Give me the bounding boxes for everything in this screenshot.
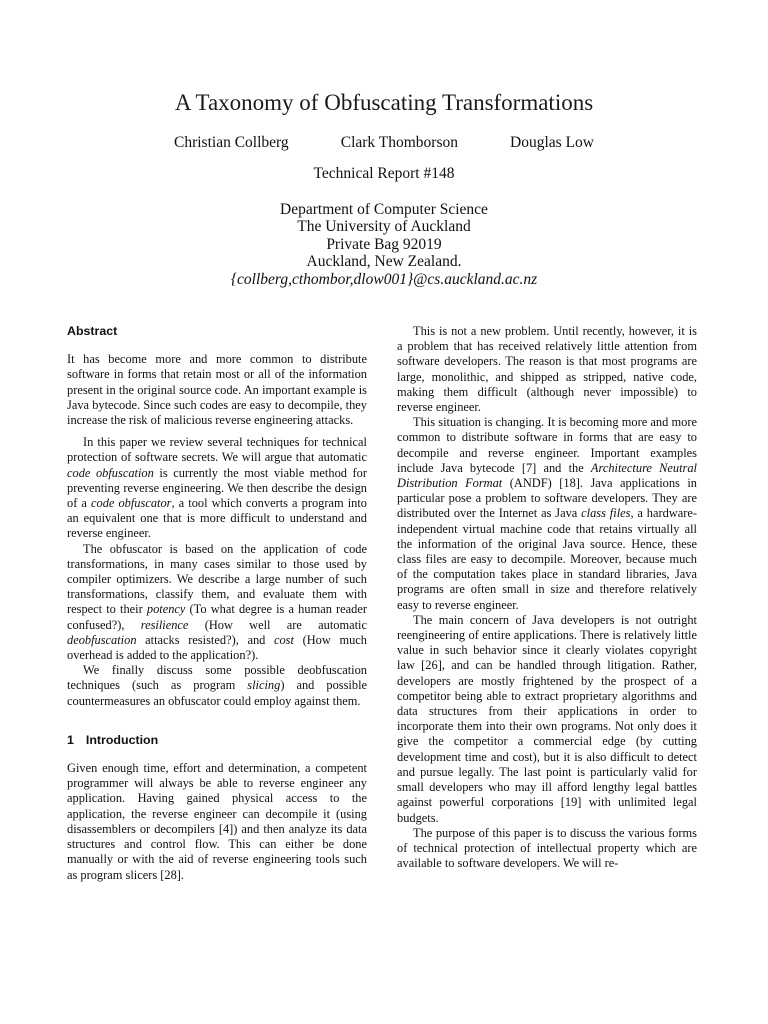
abstract-paragraph: In this paper we review several techniques for technical protection of software secrets. We will argue that automatic code obfuscation is currently the most viable method for preventing reverse engineering. We then describe the design of a code obfuscator, a tool which converts a program into an equivalent one that is more difficult to understand and reverse engineer. [67,435,367,541]
abstract-paragraph: The obfuscator is based on the application of code transformations, in many cases similar to those used by compiler optimizers. We describe a large number of such transformations, classify them, and evaluate them with respect to their potency (To what degree is a human reader confused?), resilience (How well are automatic deobfuscation attacks resisted?), and cost (How much overhead is added to the application?). [67,541,367,663]
author-name: Douglas Low [510,134,594,151]
body-paragraph: This is not a new problem. Until recently, however, it is a problem that has received relatively little attention from software developers. The reason is that most programs are large, monolithic, and shipped as stripped, native code, making them difficult (although never impossible) to reverse engineer. [397,324,697,415]
email-address: {collberg,cthombor,dlow001}@cs.auckland.ac.nz [230,270,538,288]
affiliation [0,201,768,288]
left-column [67,324,367,883]
body-paragraph: This situation is changing. It is becoming more and more common to distribute software in forms that are easy to decompile and reverse engineer. Important examples include Java bytecode [7] and the Architecture Neutral Distribution Format (ANDF) [18]. Java applications in particular pose a problem to software developers. They are distributed over the Internet as Java class files, a hardware-independent virtual machine code that retains virtually all the information of the original Java source. Hence, these class files are easy to decompile. Moreover, because much of the computation takes place in standard libraries, Java programs are often small in size and therefore relatively easy to reverse engineer. [397,415,698,612]
abstract-paragraph: We finally discuss some possible deobfuscation techniques (such as program slicing) and possible countermeasures an obfuscator could employ against them. [67,663,368,708]
author-name: Christian Collberg [174,134,289,151]
report-number: Technical Report #148 [313,165,455,182]
paper-title: A Taxonomy of Obfuscating Transformations [174,90,594,115]
university: The University of Auckland [297,218,471,236]
author-name: Clark Thomborson [340,134,458,151]
abstract-heading: Abstract [67,324,118,338]
city: Auckland, New Zealand. [306,253,462,271]
abstract-paragraph: It has become more and more common to distribute software in forms that retain most or all of the information present in the original source code. An important example is Java bytecode. Since such codes are easy to decompile, they increase the risk of malicious reverse engineering attacks. [67,352,367,428]
section-heading [67,733,367,748]
body-paragraph: The main concern of Java developers is not outright reengineering of entire applications. There is relatively little value in such behavior since it clearly violates copyright law [26], and can be handled through litigation. Rather, developers are mostly frightened by the prospect of a competitor being able to extract proprietary algorithms and data structures from their applications in order to incorporate them into their own programs. Not only does it give the competitor a commercial edge (by cutting development time and cost), but it is also difficult to detect and pursue legally. The last point is particularly valid for small developers who may ill afford lengthy legal battles against powerful corporations [19] with unlimited legal budgets. [397,612,697,825]
section-title: Introduction [85,732,159,747]
body-paragraph: The purpose of this paper is to discuss the various forms of technical protection of intellectual property which are available to software developers. We will re- [397,825,697,871]
author-list [174,134,594,152]
body-paragraph: Given enough time, effort and determination, a competent programmer will always be able to reverse engineer any application. Having gained physical access to the application, the reverse engineer can decompile it (using disassemblers or decompilers [4]) and then analyze its data structures and control flow. This can either be done manually or with the aid of reverse engineering tools such as program slicers [28]. [67,761,367,882]
postal-address: Private Bag 92019 [326,235,442,253]
right-column [397,324,697,871]
section-number: 1 [67,732,74,747]
department: Department of Computer Science [280,201,488,218]
